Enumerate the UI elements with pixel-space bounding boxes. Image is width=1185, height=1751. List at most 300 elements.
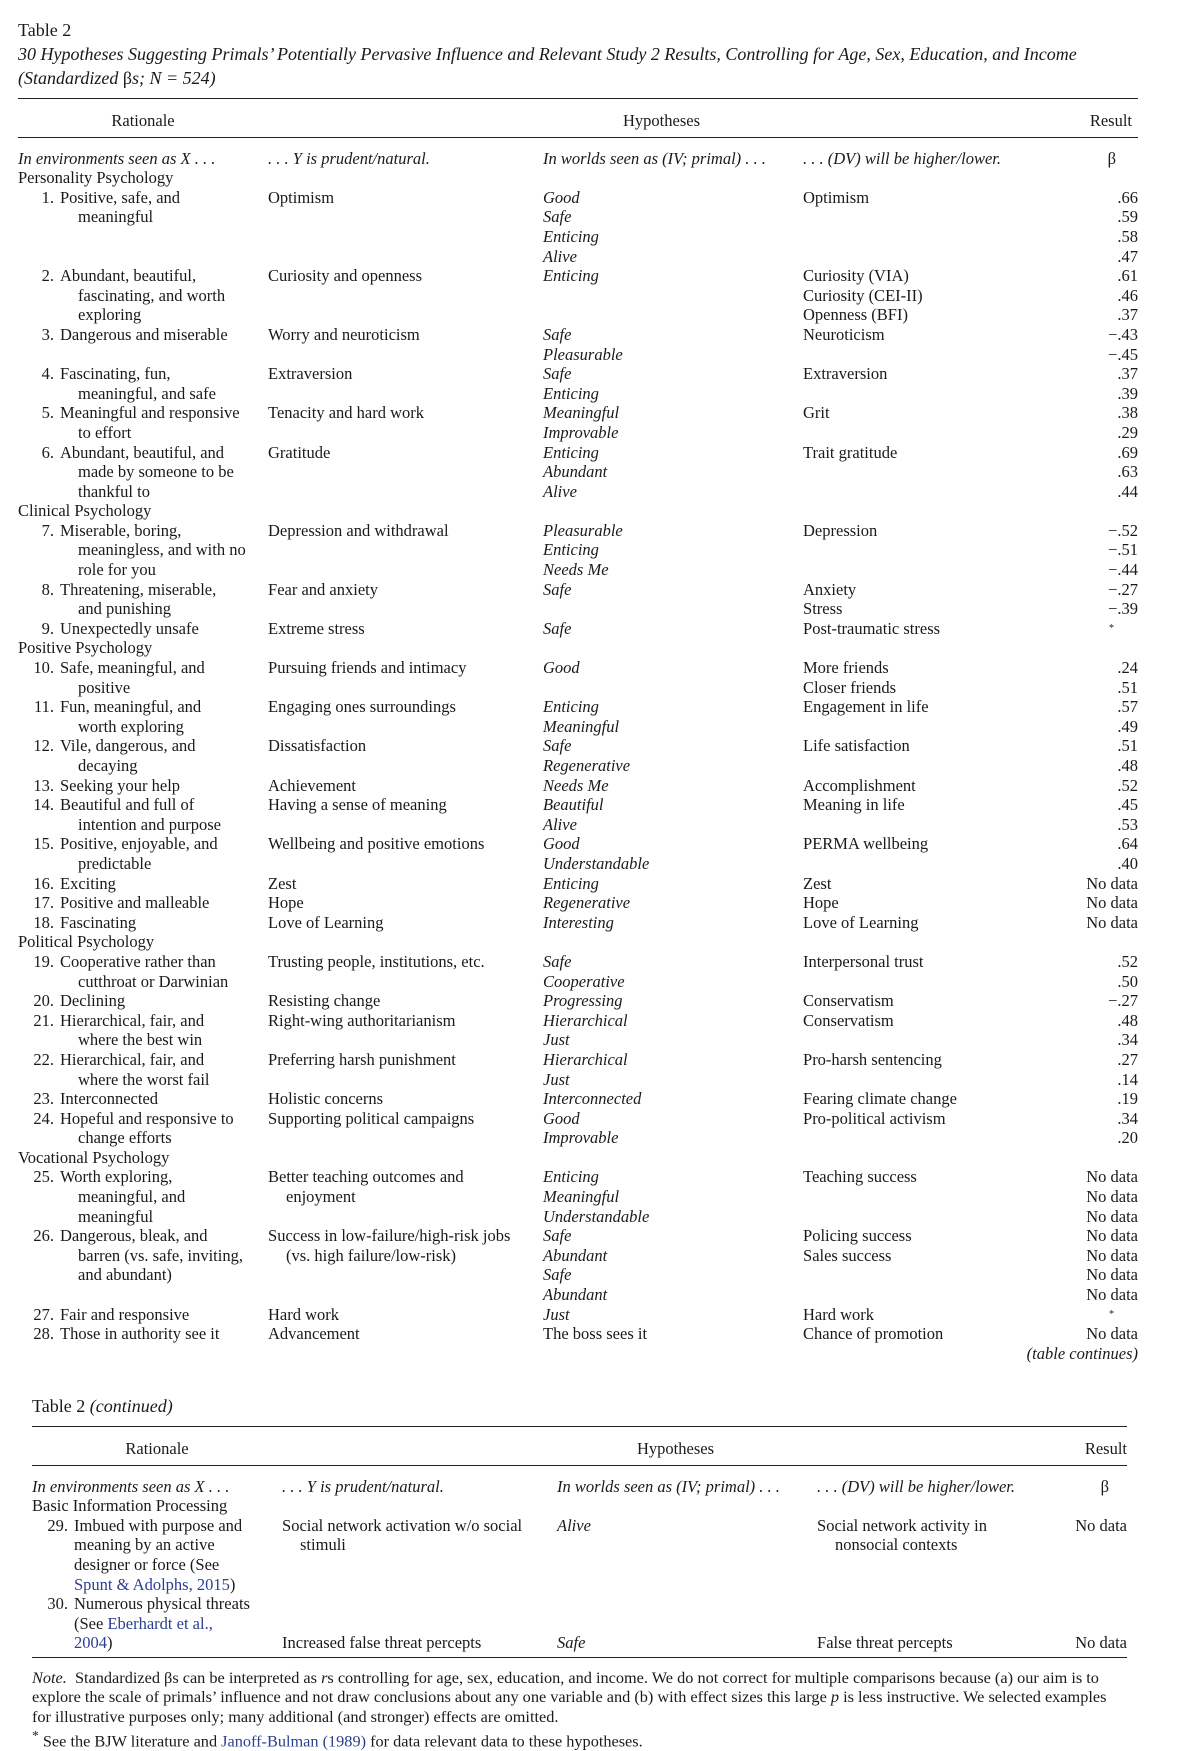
table-row	[18, 874, 1138, 894]
citation-link[interactable]: Spunt & Adolphs, 2015	[74, 1574, 230, 1594]
y-cell: (vs. high failure/low-risk)	[286, 1245, 457, 1265]
y-cell: enjoyment	[286, 1187, 356, 1207]
y-cell	[268, 286, 543, 306]
iv-cell: Good	[543, 187, 580, 207]
row-number: 28.	[33, 1324, 54, 1344]
row-number: 20.	[33, 991, 54, 1011]
y-cell	[268, 599, 543, 619]
table-row	[18, 972, 1138, 992]
table-row	[18, 1265, 1138, 1285]
dv-cell	[803, 345, 1033, 365]
y-cell: Success in low-failure/high-risk jobs	[268, 1226, 511, 1246]
result-cell: .66	[1117, 187, 1139, 207]
iv-cell: Safe	[543, 618, 572, 638]
row-number: 22.	[33, 1049, 54, 1069]
rationale-cell: predictable	[78, 853, 152, 873]
result-cell: .40	[1117, 853, 1139, 873]
dv-cell: PERMA wellbeing	[803, 834, 929, 854]
y-cell: Depression and withdrawal	[268, 520, 449, 540]
rationale-cell: Fascinating	[60, 912, 137, 932]
dv-cell	[803, 227, 1033, 247]
dv-cell: Teaching success	[803, 1167, 917, 1187]
caption-part-1: 30 Hypotheses Suggesting Primals’ Potentially Pervasive Influence and Relevant Study 2 Results, Controlling for Age, Sex, Education, and Income (Standardized	[18, 44, 1077, 88]
table-page	[18, 18, 1138, 1363]
result-cell: .61	[1117, 266, 1139, 286]
result-cell: No data	[1086, 873, 1139, 893]
iv-cell: Meaningful	[543, 716, 620, 736]
table-continues: (table continues)	[1026, 1343, 1138, 1363]
continued-block	[32, 1394, 1127, 1751]
iv-cell: Understandable	[543, 1206, 650, 1226]
section-row	[18, 168, 1138, 188]
dv-cell	[803, 462, 1033, 482]
rationale-cell: worth exploring	[78, 716, 184, 736]
header-hypotheses: Hypotheses	[623, 111, 701, 130]
row-number: 19.	[33, 951, 54, 971]
rationale-cell: Dangerous and miserable	[60, 324, 228, 344]
y-line: Social network activation w/o social	[282, 1515, 523, 1535]
result-cell: No data	[1086, 912, 1139, 932]
row-number: 26.	[33, 1226, 54, 1246]
dv-cell: Pro-harsh sentencing	[803, 1049, 942, 1069]
row-number	[18, 854, 60, 874]
row-number: 25.	[33, 1167, 54, 1187]
row-number	[18, 345, 60, 365]
rationale-cell: Dangerous, bleak, and	[60, 1226, 208, 1246]
row-number	[18, 972, 60, 992]
note-text-a: Standardized	[74, 1667, 165, 1687]
rationale-cell: Fair and responsive	[60, 1304, 190, 1324]
rationale-cell: Hopeful and responsive to	[60, 1108, 234, 1128]
dv-cell	[803, 482, 1033, 502]
row-number: 9.	[41, 618, 54, 638]
section-name: Personality Psychology	[18, 168, 174, 188]
iv-cell: Interesting	[543, 912, 614, 932]
row-number	[18, 384, 60, 404]
y-cell: Achievement	[268, 775, 356, 795]
y-cell	[268, 423, 543, 443]
rationale-cell: Cooperative rather than	[60, 951, 216, 971]
rationale-line: meaning by an active	[74, 1535, 215, 1555]
table-row	[18, 736, 1138, 756]
y-cell	[268, 384, 543, 404]
footnote-pre: See the BJW literature and	[38, 1731, 222, 1751]
row-number: 23.	[33, 1089, 54, 1109]
y-cell: Engaging ones surroundings	[268, 697, 456, 717]
result-cell: −.39	[1108, 599, 1139, 619]
y-cell	[268, 1030, 543, 1050]
result-cell: No data	[1086, 1285, 1139, 1305]
dv-cell: Life satisfaction	[803, 736, 910, 756]
dv-cell	[803, 207, 1033, 227]
y-cell: Gratitude	[268, 442, 331, 462]
row-number	[18, 540, 60, 560]
subheader-dv: . . . (DV) will be higher/lower.	[803, 148, 1001, 168]
iv-cell: Enticing	[543, 873, 599, 893]
rationale-cell: Abundant, beautiful,	[60, 266, 197, 286]
table-row	[18, 893, 1138, 913]
iv-cell: Safe	[543, 324, 572, 344]
bottom-rule	[32, 1657, 1127, 1658]
y-cell: Extraversion	[268, 364, 353, 384]
result-cell: .14	[1117, 1069, 1139, 1089]
continued-subheader-y: . . . Y is prudent/natural.	[282, 1476, 444, 1496]
dv-cell: Anxiety	[803, 579, 857, 599]
dv-line: Social network activity in	[817, 1515, 988, 1535]
rationale-cell	[74, 1594, 282, 1653]
row-number	[18, 678, 60, 698]
table-row	[18, 913, 1138, 933]
iv-cell: Just	[543, 1030, 570, 1050]
y-cell: Worry and neuroticism	[268, 324, 420, 344]
rationale-cell: Hierarchical, fair, and	[60, 1010, 205, 1030]
y-cell: Fear and anxiety	[268, 579, 378, 599]
dv-cell: Engagement in life	[803, 697, 929, 717]
y-cell	[268, 1207, 543, 1227]
result-cell: *	[1109, 622, 1115, 634]
result-cell: .19	[1117, 1089, 1139, 1109]
iv-cell: Safe	[557, 1633, 586, 1653]
iv-cell: Good	[543, 834, 580, 854]
y-cell	[268, 227, 543, 247]
row-number: 13.	[33, 775, 54, 795]
table-row	[18, 599, 1138, 619]
result-cell: No data	[1086, 1324, 1139, 1344]
y-line: stimuli	[300, 1535, 346, 1555]
iv-cell: Abundant	[543, 462, 608, 482]
iv-cell: Enticing	[543, 266, 599, 286]
table-row	[18, 286, 1138, 306]
dv-cell: Stress	[803, 599, 843, 619]
result-cell: .52	[1117, 951, 1139, 971]
dv-cell	[803, 384, 1033, 404]
result-cell: .20	[1117, 1128, 1139, 1148]
table-row	[18, 364, 1138, 384]
iv-cell: Improvable	[543, 422, 619, 442]
result-cell: .24	[1117, 658, 1139, 678]
row-number	[18, 207, 60, 227]
table-row	[18, 580, 1138, 600]
y-cell: Having a sense of meaning	[268, 795, 447, 815]
row-number: 14.	[33, 795, 54, 815]
dv-cell: Curiosity (VIA)	[803, 266, 909, 286]
dv-cell: Pro-political activism	[803, 1108, 946, 1128]
rationale-cell	[60, 345, 268, 365]
header-rationale: Rationale	[111, 111, 175, 130]
rationale-cell: role for you	[78, 560, 156, 580]
table-row	[18, 1305, 1138, 1325]
table-row	[18, 1011, 1138, 1031]
rationale-cell: Exciting	[60, 873, 116, 893]
y-cell	[268, 462, 543, 482]
continued-header-row	[32, 1427, 1127, 1465]
continued-subheader-worlds: In worlds seen as (IV; primal) . . .	[557, 1476, 780, 1496]
iv-cell: Safe	[543, 1226, 572, 1246]
result-cell: −.52	[1108, 520, 1139, 540]
dv-cell: Grit	[803, 403, 830, 423]
rationale-cell: meaningful	[78, 1206, 154, 1226]
result-cell: No data	[1086, 1245, 1139, 1265]
iv-cell: Safe	[543, 207, 572, 227]
footnote-citation-link[interactable]: Janoff-Bulman (1989)	[221, 1731, 367, 1751]
result-cell: No data	[1086, 1167, 1139, 1187]
dv-cell: Optimism	[803, 187, 870, 207]
section-name: Political Psychology	[18, 932, 155, 952]
iv-cell: Hierarchical	[543, 1010, 628, 1030]
table-row	[18, 325, 1138, 345]
table-row	[18, 1089, 1138, 1109]
row-number: 27.	[33, 1304, 54, 1324]
y-cell: Holistic concerns	[268, 1089, 384, 1109]
table-row	[18, 188, 1138, 208]
dv-cell: Extraversion	[803, 364, 888, 384]
result-cell: .37	[1117, 364, 1139, 384]
iv-cell: Beautiful	[543, 795, 604, 815]
citation-close: )	[107, 1633, 113, 1653]
result-cell: −.44	[1108, 560, 1139, 580]
table-row	[18, 560, 1138, 580]
iv-cell: Safe	[543, 951, 572, 971]
rationale-cell: Worth exploring,	[60, 1167, 173, 1187]
row-number	[18, 599, 60, 619]
subheader-beta: β	[1107, 148, 1117, 168]
dv-cell	[803, 1265, 1033, 1285]
result-cell: −.45	[1108, 344, 1139, 364]
row-number	[18, 247, 60, 267]
subheader-worlds: In worlds seen as (IV; primal) . . .	[543, 148, 766, 168]
rationale-line: Numerous physical threats	[74, 1594, 250, 1614]
row-number	[18, 1246, 60, 1266]
table-row	[18, 776, 1138, 796]
rationale-cell: Fascinating, fun,	[60, 364, 171, 384]
section-name: Vocational Psychology	[18, 1147, 170, 1167]
iv-cell: Needs Me	[543, 775, 609, 795]
y-cell	[268, 815, 543, 835]
rationale-cell: Positive, enjoyable, and	[60, 834, 218, 854]
rationale-cell: Those in authority see it	[60, 1324, 220, 1344]
table-row	[18, 266, 1138, 286]
result-cell: *	[1109, 1308, 1115, 1320]
dv-cell	[803, 854, 1033, 874]
row-number	[18, 1128, 60, 1148]
section-row	[32, 1496, 1127, 1516]
iv-cell	[543, 305, 803, 325]
table-row	[18, 678, 1138, 698]
rationale-cell: positive	[78, 677, 131, 697]
iv-cell: Pleasurable	[543, 520, 623, 540]
caption-part-2: s; N = 524)	[132, 68, 216, 88]
citation-close: )	[229, 1574, 236, 1594]
dv-cell: Trait gratitude	[803, 442, 898, 462]
y-cell: Supporting political campaigns	[268, 1108, 475, 1128]
row-number	[18, 1207, 60, 1227]
rationale-cell: Fun, meaningful, and	[60, 697, 202, 717]
y-cell	[268, 1265, 543, 1285]
iv-cell: Enticing	[543, 442, 599, 462]
result-cell: .38	[1117, 403, 1139, 423]
y-cell	[268, 756, 543, 776]
table-row	[18, 1070, 1138, 1090]
result-cell: .69	[1117, 442, 1139, 462]
dv-cell: Closer friends	[803, 677, 897, 697]
result-cell: .34	[1117, 1108, 1139, 1128]
header-row	[18, 99, 1138, 137]
table-row	[18, 423, 1138, 443]
table-row	[18, 227, 1138, 247]
citation-year-link[interactable]: 2004	[74, 1633, 107, 1653]
rationale-cell	[74, 1516, 282, 1594]
iv-cell: Hierarchical	[543, 1049, 628, 1069]
continued-subheader-dv: . . . (DV) will be higher/lower.	[817, 1476, 1015, 1496]
table-row	[18, 795, 1138, 815]
caption-beta: β	[122, 68, 132, 88]
dv-cell	[803, 815, 1033, 835]
dv-cell	[803, 1128, 1033, 1148]
dv-line: nonsocial contexts	[835, 1535, 958, 1555]
result-cell: No data	[1075, 1633, 1128, 1653]
continued-header-hypotheses: Hypotheses	[637, 1439, 715, 1458]
table-label: Table 2	[18, 20, 72, 40]
result-cell: .46	[1117, 285, 1139, 305]
rationale-cell: meaningless, and with no	[78, 540, 246, 560]
rationale-cell: Abundant, beautiful, and	[60, 442, 225, 462]
y-cell	[268, 560, 543, 580]
iv-cell: Improvable	[543, 1128, 619, 1148]
note-text-c: s controlling for age, sex, education, and income. We do not correct for multiple comparisons because (a) our aim is to explore the scale of primals’ influence and not draw conclusions about any one variable and (b) with effect sizes this large	[32, 1667, 1099, 1707]
y-cell: Love of Learning	[268, 912, 384, 932]
y-cell	[268, 854, 543, 874]
result-cell: .59	[1117, 207, 1139, 227]
y-cell	[268, 345, 543, 365]
dv-cell: Post-traumatic stress	[803, 618, 941, 638]
iv-cell: Enticing	[543, 383, 599, 403]
table-row	[18, 305, 1138, 325]
row-number: 16.	[33, 873, 54, 893]
table-row	[18, 345, 1138, 365]
subheader-env: In environments seen as X . . .	[18, 148, 216, 168]
section-row	[18, 638, 1138, 658]
dv-cell: Hard work	[803, 1304, 875, 1324]
dv-cell	[803, 1070, 1033, 1090]
y-cell	[268, 972, 543, 992]
rationale-cell: and punishing	[78, 599, 172, 619]
y-cell: Dissatisfaction	[268, 736, 367, 756]
table-body-part1	[18, 168, 1138, 1344]
dv-cell: Curiosity (CEI-II)	[803, 285, 923, 305]
row-number	[18, 1285, 60, 1305]
row-number: 17.	[33, 893, 54, 913]
hypotheses-table	[18, 99, 1138, 1344]
table-row	[18, 443, 1138, 463]
dv-cell: Zest	[803, 873, 832, 893]
y-cell: Optimism	[268, 187, 335, 207]
result-cell: .57	[1117, 697, 1139, 717]
dv-cell	[817, 1516, 1032, 1594]
rationale-cell: change efforts	[78, 1128, 172, 1148]
result-cell: .29	[1117, 422, 1139, 442]
result-cell: No data	[1086, 1187, 1139, 1207]
y-cell	[268, 1128, 543, 1148]
y-cell	[268, 247, 543, 267]
iv-cell: Alive	[543, 814, 577, 834]
iv-cell: Enticing	[543, 226, 599, 246]
iv-cell: Regenerative	[543, 893, 631, 913]
dv-cell	[803, 972, 1033, 992]
rationale-line: designer or force (See	[74, 1554, 220, 1574]
rationale-cell: Miserable, boring,	[60, 520, 182, 540]
row-number: 29.	[47, 1515, 68, 1535]
rationale-cell	[60, 247, 268, 267]
rationale-cell: Hierarchical, fair, and	[60, 1049, 205, 1069]
rationale-cell: fascinating, and worth	[78, 285, 226, 305]
continued-suffix: (continued)	[89, 1396, 173, 1416]
dv-cell	[803, 1030, 1033, 1050]
table-row	[18, 1324, 1138, 1344]
dv-cell: Conservatism	[803, 991, 894, 1011]
iv-cell: Enticing	[543, 1167, 599, 1187]
table-row	[18, 1246, 1138, 1266]
y-cell: Trusting people, institutions, etc.	[268, 951, 485, 971]
table-row	[18, 1050, 1138, 1070]
hypotheses-table-continued	[32, 1427, 1127, 1653]
dv-cell	[803, 247, 1033, 267]
y-cell: Hope	[268, 893, 304, 913]
result-cell: .47	[1117, 246, 1139, 266]
dv-cell: Love of Learning	[803, 912, 919, 932]
dv-cell: Meaning in life	[803, 795, 905, 815]
rationale-cell: Meaningful and responsive	[60, 403, 240, 423]
section-name: Positive Psychology	[18, 638, 153, 658]
dv-cell: Sales success	[803, 1245, 892, 1265]
table-row	[18, 854, 1138, 874]
subheader-y: . . . Y is prudent/natural.	[268, 148, 430, 168]
table-row	[32, 1516, 1127, 1594]
rationale-cell: meaningful, and safe	[78, 383, 216, 403]
table-row	[18, 717, 1138, 737]
y-cell	[268, 1285, 543, 1305]
y-cell: Preferring harsh punishment	[268, 1049, 456, 1069]
dv-cell: Policing success	[803, 1226, 912, 1246]
result-cell: .52	[1117, 775, 1139, 795]
result-cell: .53	[1117, 814, 1139, 834]
note-r: r	[321, 1667, 328, 1687]
citation-link[interactable]: Eberhardt et al.,	[107, 1613, 213, 1633]
result-cell: .63	[1117, 462, 1139, 482]
row-number	[18, 462, 60, 482]
rationale-cell	[60, 227, 268, 247]
result-cell: −.43	[1108, 324, 1139, 344]
continued-table-label: Table 2	[32, 1396, 86, 1416]
dv-cell	[803, 1207, 1033, 1227]
rationale-cell: Positive, safe, and	[60, 187, 181, 207]
table-row	[18, 697, 1138, 717]
continued-subheader-row	[32, 1467, 1127, 1497]
table-row	[18, 482, 1138, 502]
rationale-cell: barren (vs. safe, inviting,	[78, 1245, 243, 1265]
table-row	[18, 815, 1138, 835]
result-cell: .44	[1117, 481, 1139, 501]
rationale-cell	[60, 1285, 268, 1305]
rationale-cell: Positive and malleable	[60, 893, 210, 913]
rationale-cell: Beautiful and full of	[60, 795, 195, 815]
row-number	[18, 1187, 60, 1207]
dv-cell: Depression	[803, 520, 878, 540]
result-cell: No data	[1086, 1206, 1139, 1226]
iv-cell: Good	[543, 658, 580, 678]
row-number: 3.	[41, 324, 54, 344]
dv-cell: Hope	[803, 893, 839, 913]
result-cell: No data	[1086, 1265, 1139, 1285]
